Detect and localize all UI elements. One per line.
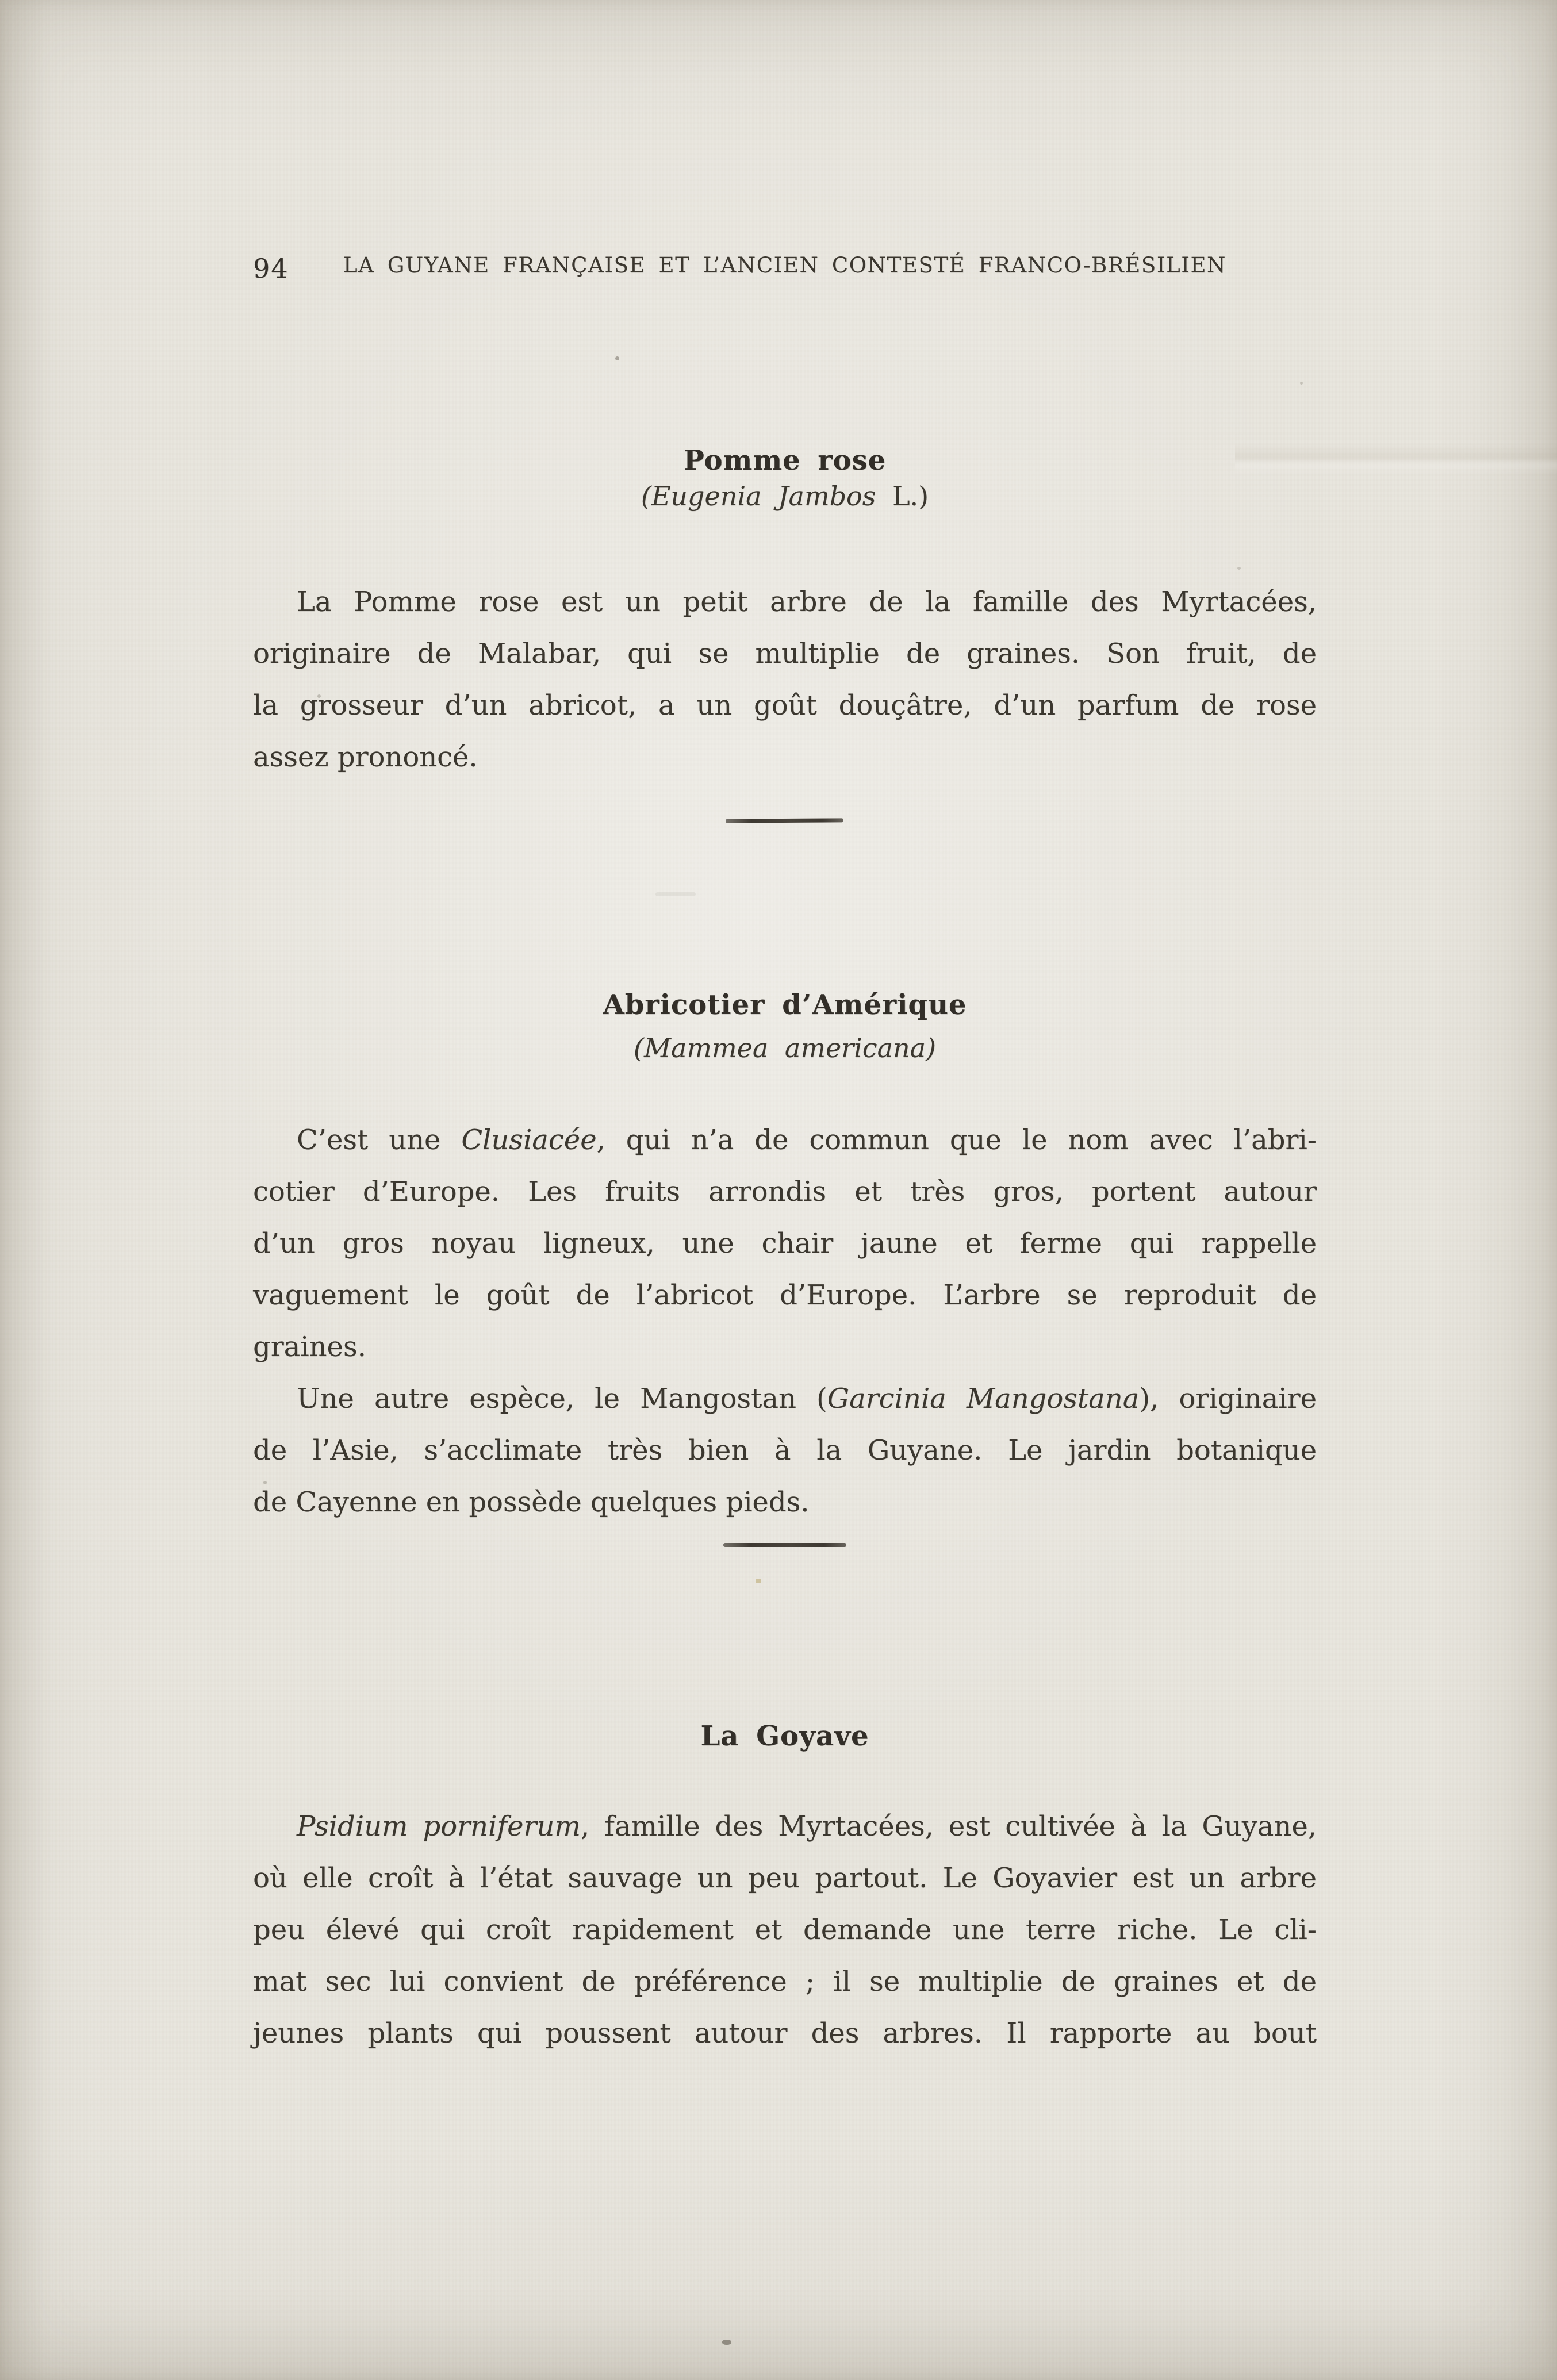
paragraphs-abricotier (253, 1114, 1317, 1528)
text-line: originaire de Malabar, qui se multiplie de graines. Son fruit, de (253, 638, 1317, 670)
text-line: la grosseur d’un abricot, a un goût douçâtre, d’un parfum de rose (253, 689, 1317, 721)
text-line: Psidium porniferum, famille des Myrtacées, est cultivée à la Guyane, (297, 1810, 1317, 1842)
text-line: jeunes plants qui poussent autour des arbres. Il rapporte au bout (253, 2017, 1317, 2049)
subtitle-latin-name: (Eugenia Jambos (641, 481, 876, 512)
text-line: de l’Asie, s’acclimate très bien à la Guyane. Le jardin botanique (253, 1434, 1317, 1467)
section-subtitle-eugenia-jambos (253, 481, 1317, 512)
section-divider-1 (726, 818, 843, 823)
text-line: C’est une Clusiacée, qui n’a de commun que le nom avec l’abri- (297, 1124, 1317, 1156)
section-subtitle-mammea-americana (253, 1032, 1317, 1064)
text-line: La Pomme rose est un petit arbre de la famille des Myrtacées, (297, 586, 1317, 618)
section-title-abricotier-amerique: Abricotier d’Amérique (603, 988, 967, 1021)
running-header: LA GUYANE FRANÇAISE ET L’ANCIEN CONTESTÉ FRANCO-BRÉSILIEN (343, 253, 1227, 278)
page-number: 94 (253, 253, 289, 284)
text-line: peu élevé qui croît rapidement et demande une terre riche. Le cli- (253, 1914, 1317, 1946)
paper-speck (263, 1481, 267, 1484)
paragraph-goyave (253, 1801, 1317, 2059)
text-line: Une autre espèce, le Mangostan (Garcinia Mangostana), originaire (297, 1383, 1317, 1415)
paper-speck (756, 1579, 761, 1583)
paragraph-mangostan (253, 1373, 1317, 1528)
page-header (253, 253, 1317, 290)
section-title-la-goyave: La Goyave (700, 1719, 869, 1752)
paragraph-clusiacee (253, 1114, 1317, 1373)
paper-smudge (655, 892, 696, 896)
text-line: de Cayenne en possède quelques pieds. (253, 1486, 810, 1518)
paper-speck (317, 694, 321, 698)
section-divider-2 (723, 1543, 846, 1547)
section-title-pomme-rose: Pomme rose (683, 444, 887, 477)
subtitle-author-abbrev: L.) (876, 481, 929, 512)
text-line: graines. (253, 1331, 366, 1363)
text-line: mat sec lui convient de préférence ; il se multiplie de graines et de (253, 1966, 1317, 1998)
paper-speck (615, 356, 619, 360)
text-line: où elle croît à l’état sauvage un peu partout. Le Goyavier est un arbre (253, 1862, 1317, 1894)
paper-speck (1300, 382, 1303, 385)
paragraph-pomme-rose (253, 576, 1317, 783)
paper-speck (1237, 567, 1241, 570)
subtitle-latin-name: (Mammea americana) (633, 1032, 937, 1064)
text-line: vaguement le goût de l’abricot d’Europe. L’arbre se reproduit de (253, 1279, 1317, 1311)
paper-speck (722, 2340, 731, 2345)
text-line: assez prononcé. (253, 741, 478, 773)
text-line: d’un gros noyau ligneux, une chair jaune et ferme qui rappelle (253, 1227, 1317, 1260)
text-line: cotier d’Europe. Les fruits arrondis et très gros, portent autour (253, 1176, 1317, 1208)
